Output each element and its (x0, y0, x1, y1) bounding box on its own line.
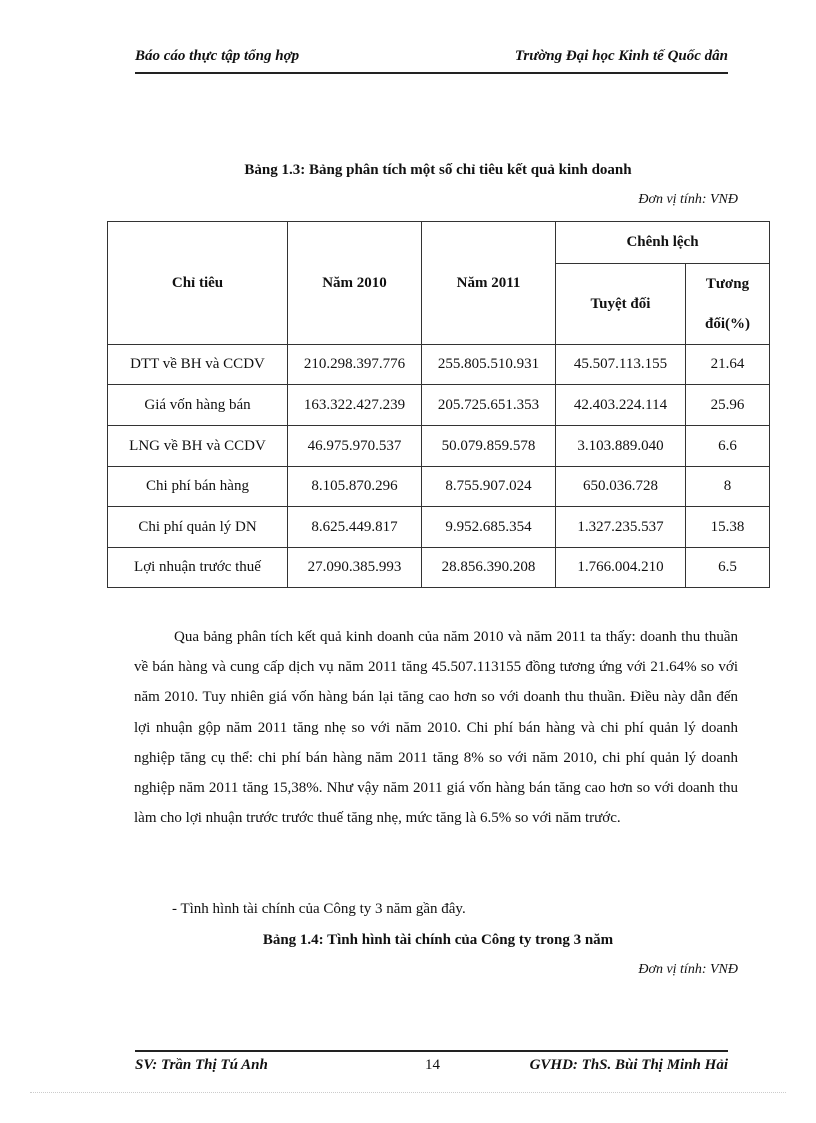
cell-2011: 50.079.859.578 (422, 426, 556, 467)
cell-2010: 8.625.449.817 (288, 507, 422, 548)
table-row (108, 385, 770, 426)
relative-line-1: Tương (705, 276, 750, 292)
cell-2011: 8.755.907.024 (422, 467, 556, 507)
results-table (107, 221, 770, 588)
col-header-2011: Năm 2011 (422, 222, 556, 345)
row-label: Lợi nhuận trước thuế (108, 548, 288, 588)
header-rule (135, 72, 728, 74)
row-label: Chi phí bán hàng (108, 467, 288, 507)
row-label: LNG về BH và CCDV (108, 426, 288, 467)
cell-relative: 6.6 (686, 426, 770, 467)
cell-absolute: 1.766.004.210 (556, 548, 686, 588)
cell-2010: 46.975.970.537 (288, 426, 422, 467)
cell-absolute: 650.036.728 (556, 467, 686, 507)
cell-absolute: 42.403.224.114 (556, 385, 686, 426)
cell-absolute: 3.103.889.040 (556, 426, 686, 467)
col-header-difference: Chênh lệch (556, 222, 770, 264)
cell-relative: 21.64 (686, 345, 770, 385)
page-number: 14 (425, 1057, 440, 1073)
header-right-title: Trường Đại học Kinh tế Quốc dân (514, 48, 728, 64)
cell-relative: 8 (686, 467, 770, 507)
col-header-relative (686, 264, 770, 345)
row-label: DTT về BH và CCDV (108, 345, 288, 385)
col-header-2010: Năm 2010 (288, 222, 422, 345)
footer-student: SV: Trần Thị Tú Anh (135, 1057, 268, 1073)
footer-supervisor: GVHD: ThS. Bùi Thị Minh Hải (529, 1057, 728, 1073)
page-edge-dots (30, 1092, 786, 1093)
cell-absolute: 1.327.235.537 (556, 507, 686, 548)
page-header (135, 48, 728, 70)
cell-2010: 27.090.385.993 (288, 548, 422, 588)
table2-caption: Bảng 1.4: Tình hình tài chính của Công ty trong 3 năm (262, 932, 614, 948)
table-row (108, 426, 770, 467)
analysis-paragraph (134, 622, 738, 833)
table-row (108, 548, 770, 588)
header-left-title: Báo cáo thực tập tổng hợp (135, 48, 300, 64)
relative-line-2: đối(%) (705, 316, 750, 332)
cell-relative: 25.96 (686, 385, 770, 426)
cell-relative: 6.5 (686, 548, 770, 588)
cell-2011: 9.952.685.354 (422, 507, 556, 548)
table-row (108, 507, 770, 548)
cell-2010: 8.105.870.296 (288, 467, 422, 507)
table-row (108, 467, 770, 507)
table2-unit: Đơn vị tính: VNĐ (638, 962, 738, 977)
table-row (108, 345, 770, 385)
cell-2010: 163.322.427.239 (288, 385, 422, 426)
cell-relative: 15.38 (686, 507, 770, 548)
table1-caption: Bảng 1.3: Bảng phân tích một số chỉ tiêu kết quả kinh doanh (244, 162, 632, 178)
cell-absolute: 45.507.113.155 (556, 345, 686, 385)
row-label: Giá vốn hàng bán (108, 385, 288, 426)
cell-2011: 255.805.510.931 (422, 345, 556, 385)
bullet-financial-situation: - Tình hình tài chính của Công ty 3 năm gần đây. (172, 901, 466, 917)
page-footer (135, 1057, 728, 1077)
footer-rule (135, 1050, 728, 1052)
table1-unit: Đơn vị tính: VNĐ (638, 192, 738, 207)
cell-2010: 210.298.397.776 (288, 345, 422, 385)
col-header-indicator: Chỉ tiêu (108, 222, 288, 345)
cell-2011: 28.856.390.208 (422, 548, 556, 588)
analysis-text: Qua bảng phân tích kết quả kinh doanh của năm 2010 và năm 2011 ta thấy: doanh thu thuần về bán hàng và cung cấp dịch vụ năm 2011 tăng 45.507.113155 đồng tương ứng với 21.64% so với năm 2010. Tuy nhiên giá vốn hàng bán lại tăng cao hơn so với doanh thu thuần. Điều này dẫn đến lợi nhuận gộp năm 2011 tăng nhẹ so với năm 2010. Chi phí bán hàng và chi phí quản lý doanh nghiệp tăng cụ thể: chi phí bán hàng năm 2011 tăng 8% so với năm 2010, chi phí quản lý doanh nghiệp năm 2011 tăng 15,38%. Như vậy năm 2011 giá vốn hàng bán tăng cao hơn so với doanh thu làm cho lợi nhuận trước trước thuế tăng nhẹ, mức tăng là 6.5% so với năm trước. (134, 629, 738, 827)
col-header-absolute: Tuyệt đối (556, 264, 686, 345)
cell-2011: 205.725.651.353 (422, 385, 556, 426)
row-label: Chi phí quản lý DN (108, 507, 288, 548)
